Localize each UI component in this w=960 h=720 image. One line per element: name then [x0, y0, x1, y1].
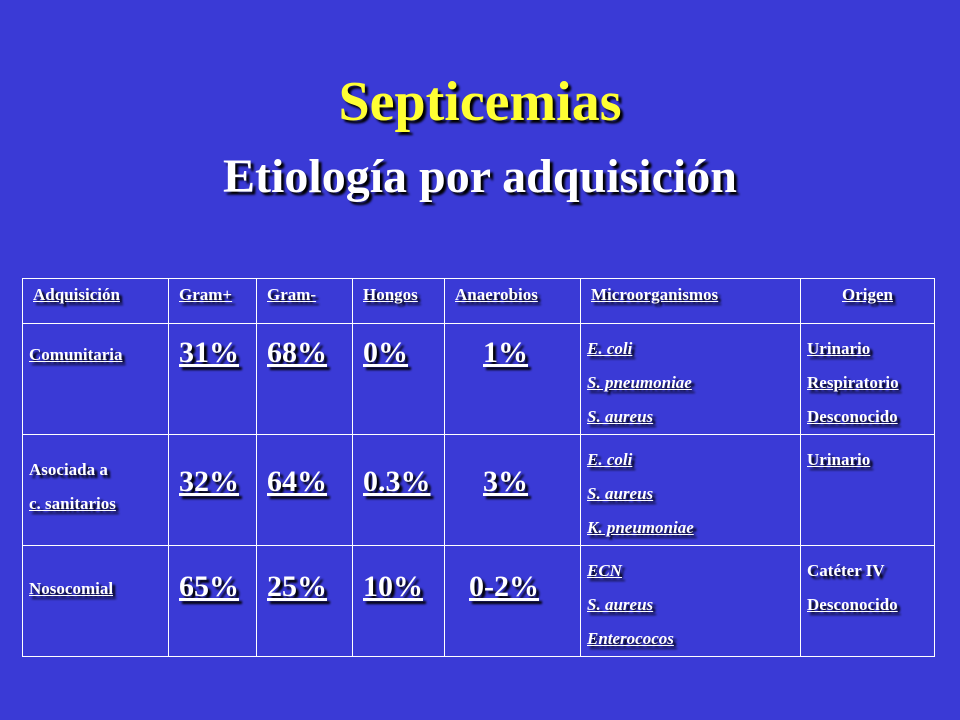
cell-origen: Urinario Respiratorio Desconocido: [801, 324, 935, 435]
slide-title: Septicemias: [338, 71, 622, 133]
cell-hongos: 0%: [353, 324, 445, 435]
header-hongos: Hongos: [353, 279, 445, 324]
header-origen: Origen: [801, 279, 935, 324]
cell-gram-pos: 32%: [169, 435, 257, 546]
cell-origen: Catéter IV Desconocido: [801, 546, 935, 657]
cell-anaerobios: 3%: [445, 435, 581, 546]
cell-gram-neg: 68%: [257, 324, 353, 435]
cell-gram-pos: 65%: [169, 546, 257, 657]
row-label: Asociada a c. sanitarios: [23, 435, 169, 546]
header-gram-pos: Gram+: [169, 279, 257, 324]
cell-anaerobios: 1%: [445, 324, 581, 435]
table-row: [23, 546, 935, 657]
row-label: Nosocomial: [23, 546, 169, 657]
cell-microorganismos: E. coli S. aureus K. pneumoniae: [581, 435, 801, 546]
cell-gram-neg: 64%: [257, 435, 353, 546]
cell-gram-pos: 31%: [169, 324, 257, 435]
header-gram-neg: Gram-: [257, 279, 353, 324]
table-row: [23, 324, 935, 435]
cell-hongos: 10%: [353, 546, 445, 657]
cell-anaerobios: 0-2%: [445, 546, 581, 657]
row-label: Comunitaria: [23, 324, 169, 435]
table-header-row: [23, 279, 935, 324]
cell-hongos: 0.3%: [353, 435, 445, 546]
table-row: [23, 435, 935, 546]
header-anaerobios: Anaerobios: [445, 279, 581, 324]
slide-subtitle: Etiología por adquisición: [223, 150, 737, 203]
cell-microorganismos: E. coli S. pneumoniae S. aureus: [581, 324, 801, 435]
cell-microorganismos: ECN S. aureus Enterococos: [581, 546, 801, 657]
cell-gram-neg: 25%: [257, 546, 353, 657]
cell-origen: Urinario: [801, 435, 935, 546]
header-adquisicion: Adquisición: [23, 279, 169, 324]
header-microorganismos: Microorganismos: [581, 279, 801, 324]
etiology-table: [22, 278, 935, 657]
